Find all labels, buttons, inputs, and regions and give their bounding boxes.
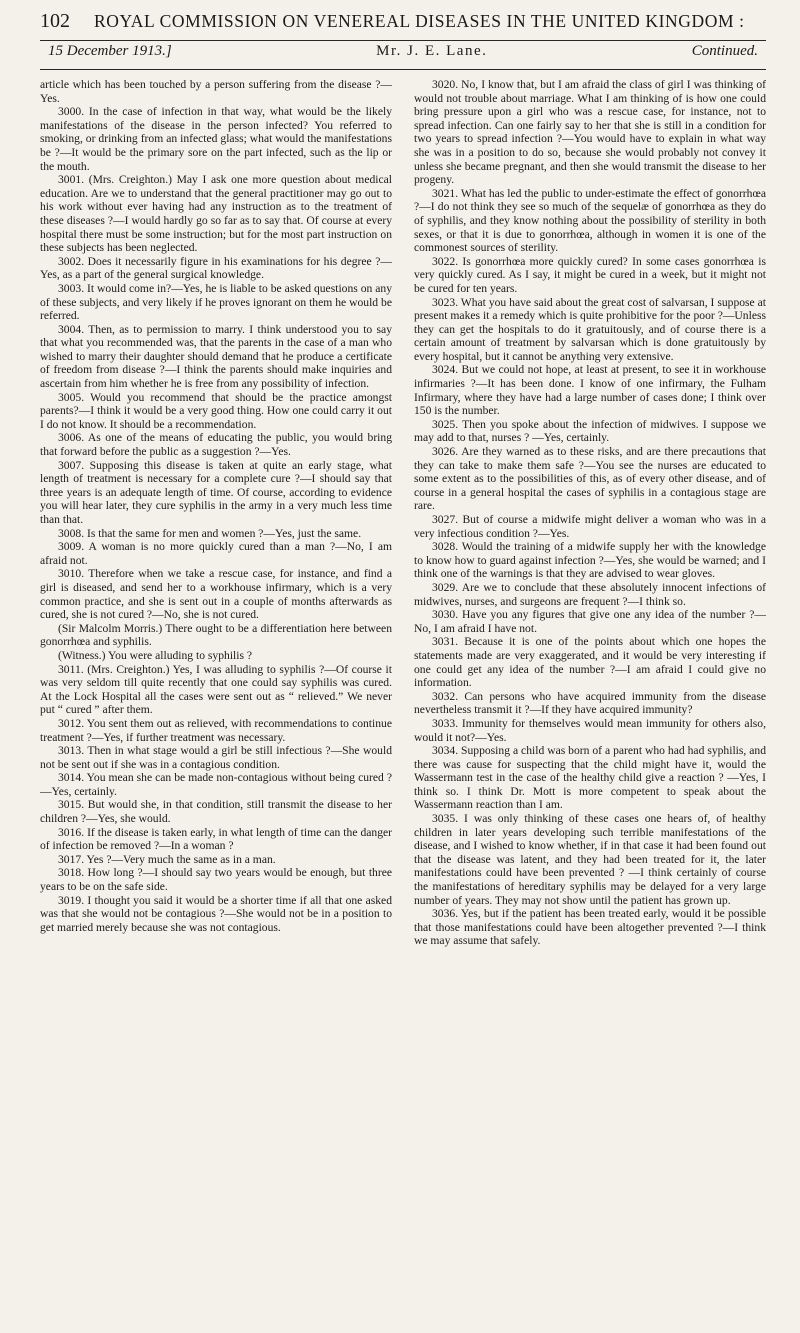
paragraph: 3005. Would you recommend that should be the practice amongst parents?—I think it would be a very good thing. How one could carry it out I do not know. It should be a recommendation. [40, 390, 392, 431]
paragraph: 3001. (Mrs. Creighton.) May I ask one more question about medical education. Are we to understand that the general practitioner may go out to his work without ever having had any instruction as to the treatment of these diseases ?—I would hardly go so far as to say that. Of course at every hospital there must be some instruction; but for the most part instruction on these subjects has been neglected. [40, 173, 392, 255]
paragraph: 3035. I was only thinking of these cases one hears of, of healthy children in later years developing such terrible manifestations of the disease, and I wished to know whether, if in that case it had been found out that the disease was latent, and they had been treated for it, the later manifestations could have been prevented ? —I think certainly of course the manifestations of hereditary syphilis may be delayed for a very large number of years. They may not show until the patient has grown up. [414, 812, 766, 907]
paragraph: 3015. But would she, in that condition, still transmit the disease to her children ?—Yes, she would. [40, 798, 392, 826]
paragraph: 3036. Yes, but if the patient has been treated early, would it be possible that those manifestations could have been altogether prevented ?—I think we may assume that safely. [414, 907, 766, 948]
paragraph: 3014. You mean she can be made non-contagious without being cured ?—Yes, certainly. [40, 771, 392, 798]
running-head [40, 10, 766, 41]
paragraph: 3004. Then, as to permission to marry. I think understood you to say that what you recommended was, that the parents in the case of a man who wished to marry their daughter should demand that he produce a certificate of freedom from disease ?—I think the parents should make inquiries and ascertain from him whether he is free from any possibility of infection. [40, 322, 392, 391]
continued-label: Continued. [691, 43, 758, 59]
paragraph: 3020. No, I know that, but I am afraid the class of girl I was thinking of would not trouble about marriage. What I am thinking of is how one could bring pressure upon a girl who was a rescue case, for instance, not to spread infection. Can one fairly say to her that she is still in a condition for two years to spread infection ?—You would have to explain in what way she was in a position to do so, because she would probably not convey it unless she became pregnant, and then she would transmit the disease to her progeny. [414, 78, 766, 187]
paragraph: 3026. Are they warned as to these risks, and are there precautions that they can take to make them safe ?—You see the nurses are educated to some extent as to the possibilities of this, as of every other disease, and of course in a general hospital the cases of syphilis in a contagious stage are rare. [414, 445, 766, 513]
paragraph: article which has been touched by a person suffering from the disease ?—Yes. [40, 78, 392, 105]
paragraph: 3016. If the disease is taken early, in what length of time can the danger of infection be removed ?—In a woman ? [40, 825, 392, 853]
paragraph: 3018. How long ?—I should say two years would be enough, but three years to be on the safe side. [40, 866, 392, 894]
paragraph: 3007. Supposing this disease is taken at quite an early stage, what length of treatment is necessary for a complete cure ?—I should say that three years is an adequate length of time. Of course, according to evidence you will hear later, they cure syphilis in the army in a very much less time than that. [40, 458, 392, 526]
paragraph: 3032. Can persons who have acquired immunity from the disease nevertheless transmit it ?—If they have acquired immunity? [414, 689, 766, 717]
running-title: ROYAL COMMISSION ON VENEREAL DISEASES IN THE UNITED KINGDOM : [94, 11, 745, 31]
paragraph: 3003. It would come in?—Yes, he is liable to be asked questions on any of these subjects, and very likely if he proves ignorant on them he would be referred. [40, 281, 392, 323]
paragraph: 3000. In the case of infection in that way, what would be the likely manifestations of the disease in the person infected? You referred to smoking, or drinking from an infected glass; what would the manifestations be ?—It would be the primary sore on the part infected, such as the lip or the mouth. [40, 105, 392, 173]
paragraph: 3029. Are we to conclude that these absolutely innocent infections of midwives, nurses, and surgeons are frequent ?—I think so. [414, 580, 766, 608]
hearing-date: 15 December 1913.] [48, 43, 172, 59]
paragraph: 3027. But of course a midwife might deliver a woman who was in a very infectious condition ?—Yes. [414, 513, 766, 540]
paragraph: 3013. Then in what stage would a girl be still infectious ?—She would not be sent out if she was in a contagious condition. [40, 744, 392, 771]
paragraph: 3012. You sent them out as relieved, with recommendations to continue treatment ?—Yes, if further treatment was necessary. [40, 716, 392, 744]
paragraph: 3011. (Mrs. Creighton.) Yes, I was alluding to syphilis ?—Of course it was very seldom till quite recently that one could say syphilis was cured. At the Lock Hospital all the cases were sent out as “ relieved.” We never put “ cured ” after them. [40, 662, 392, 717]
paragraph: 3030. Have you any figures that give one any idea of the number ?—No, I am afraid I have not. [414, 608, 766, 635]
paragraph: (Witness.) You were alluding to syphilis ? [58, 648, 253, 662]
paragraph: 3017. Yes ?—Very much the same as in a man. [58, 852, 276, 866]
paragraph: (Sir Malcolm Morris.) There ought to be a differentiation here between gonorrhœa and syphilis. [40, 621, 392, 649]
sub-head [40, 41, 766, 70]
paragraph: 3034. Supposing a child was born of a parent who had had syphilis, and there was cause for suspecting that the child might have it, would the Wassermann test in the case of the healthy child give a reaction ? —Yes, I think so. I think Dr. Mott is more competent to speak about the Wassermann reaction than I am. [414, 744, 766, 812]
paragraph: 3008. Is that the same for men and women ?—Yes, just the same. [58, 526, 362, 540]
paragraph: 3033. Immunity for themselves would mean immunity for others also, would it not?—Yes. [414, 716, 766, 744]
paragraph: 3002. Does it necessarily figure in his examinations for his degree ?—Yes, as a part of the general surgical knowledge. [40, 254, 392, 282]
page-number: 102 [40, 10, 70, 32]
paragraph: 3023. What you have said about the great cost of salvarsan, I suppose at present makes it a remedy which is quite prohibitive for the poor ?—Unless they can get the hospitals to do it gratuitously, and of course there is a certain amount of treatment by salvarsan which is done gratuitously by every hospital, but it cannot be anything very extensive. [414, 295, 766, 363]
paragraph: 3028. Would the training of a midwife supply her with the knowledge to know how to guard against infection ?—Yes, she would be warned; and I think one of the warnings is that they are advised to wear gloves. [414, 540, 766, 581]
paragraph: 3009. A woman is no more quickly cured than a man ?—No, I am afraid not. [40, 540, 392, 567]
paragraph: 3024. But we could not hope, at least at present, to see it in workhouse infirmaries ?—It has been done. I know of one infirmary, the Fulham Infirmary, where they have had a large number of cases done; I think over 150 is the number. [414, 363, 766, 418]
left-column [40, 78, 392, 948]
text-columns [40, 78, 766, 948]
paragraph: 3025. Then you spoke about the infection of midwives. I suppose we may add to that, nurses ? —Yes, certainly. [414, 417, 766, 445]
paragraph: 3019. I thought you said it would be a shorter time if all that one asked was that she would not be contagious ?—She would not be in a position to get married merely because she was not contagious. [40, 893, 392, 934]
paragraph: 3010. Therefore when we take a rescue case, for instance, and find a girl is diseased, and send her to a workhouse infirmary, which is a very common practice, and she is sent out in a couple of months afterwards as cured, she is not cured ?—No, she is not cured. [40, 567, 392, 622]
paragraph: 3021. What has led the public to under-estimate the effect of gonorrhœa ?—I do not think they see so much of the sequelæ of gonorrhœa as they do of syphilis, and they know nothing about the possibility of sterility in both sexes, or that it is due to gonorrhœa, although in women it is one of the commonest sources of sterility. [414, 186, 766, 255]
paragraph: 3006. As one of the means of educating the public, you would bring that forward before the public as a suggestion ?—Yes. [40, 431, 392, 459]
paragraph: 3022. Is gonorrhœa more quickly cured? In some cases gonorrhœa is very quickly cured. As I say, it might be cured in a week, but it might not be cured for ten years. [414, 254, 766, 295]
witness-name: Mr. J. E. Lane. [376, 43, 488, 59]
paragraph: 3031. Because it is one of the points about which one hopes the statements made are very exaggerated, and it would be very interesting if one could get any idea of the number ?—I am afraid I could give no information. [414, 635, 766, 690]
right-column [414, 78, 766, 948]
